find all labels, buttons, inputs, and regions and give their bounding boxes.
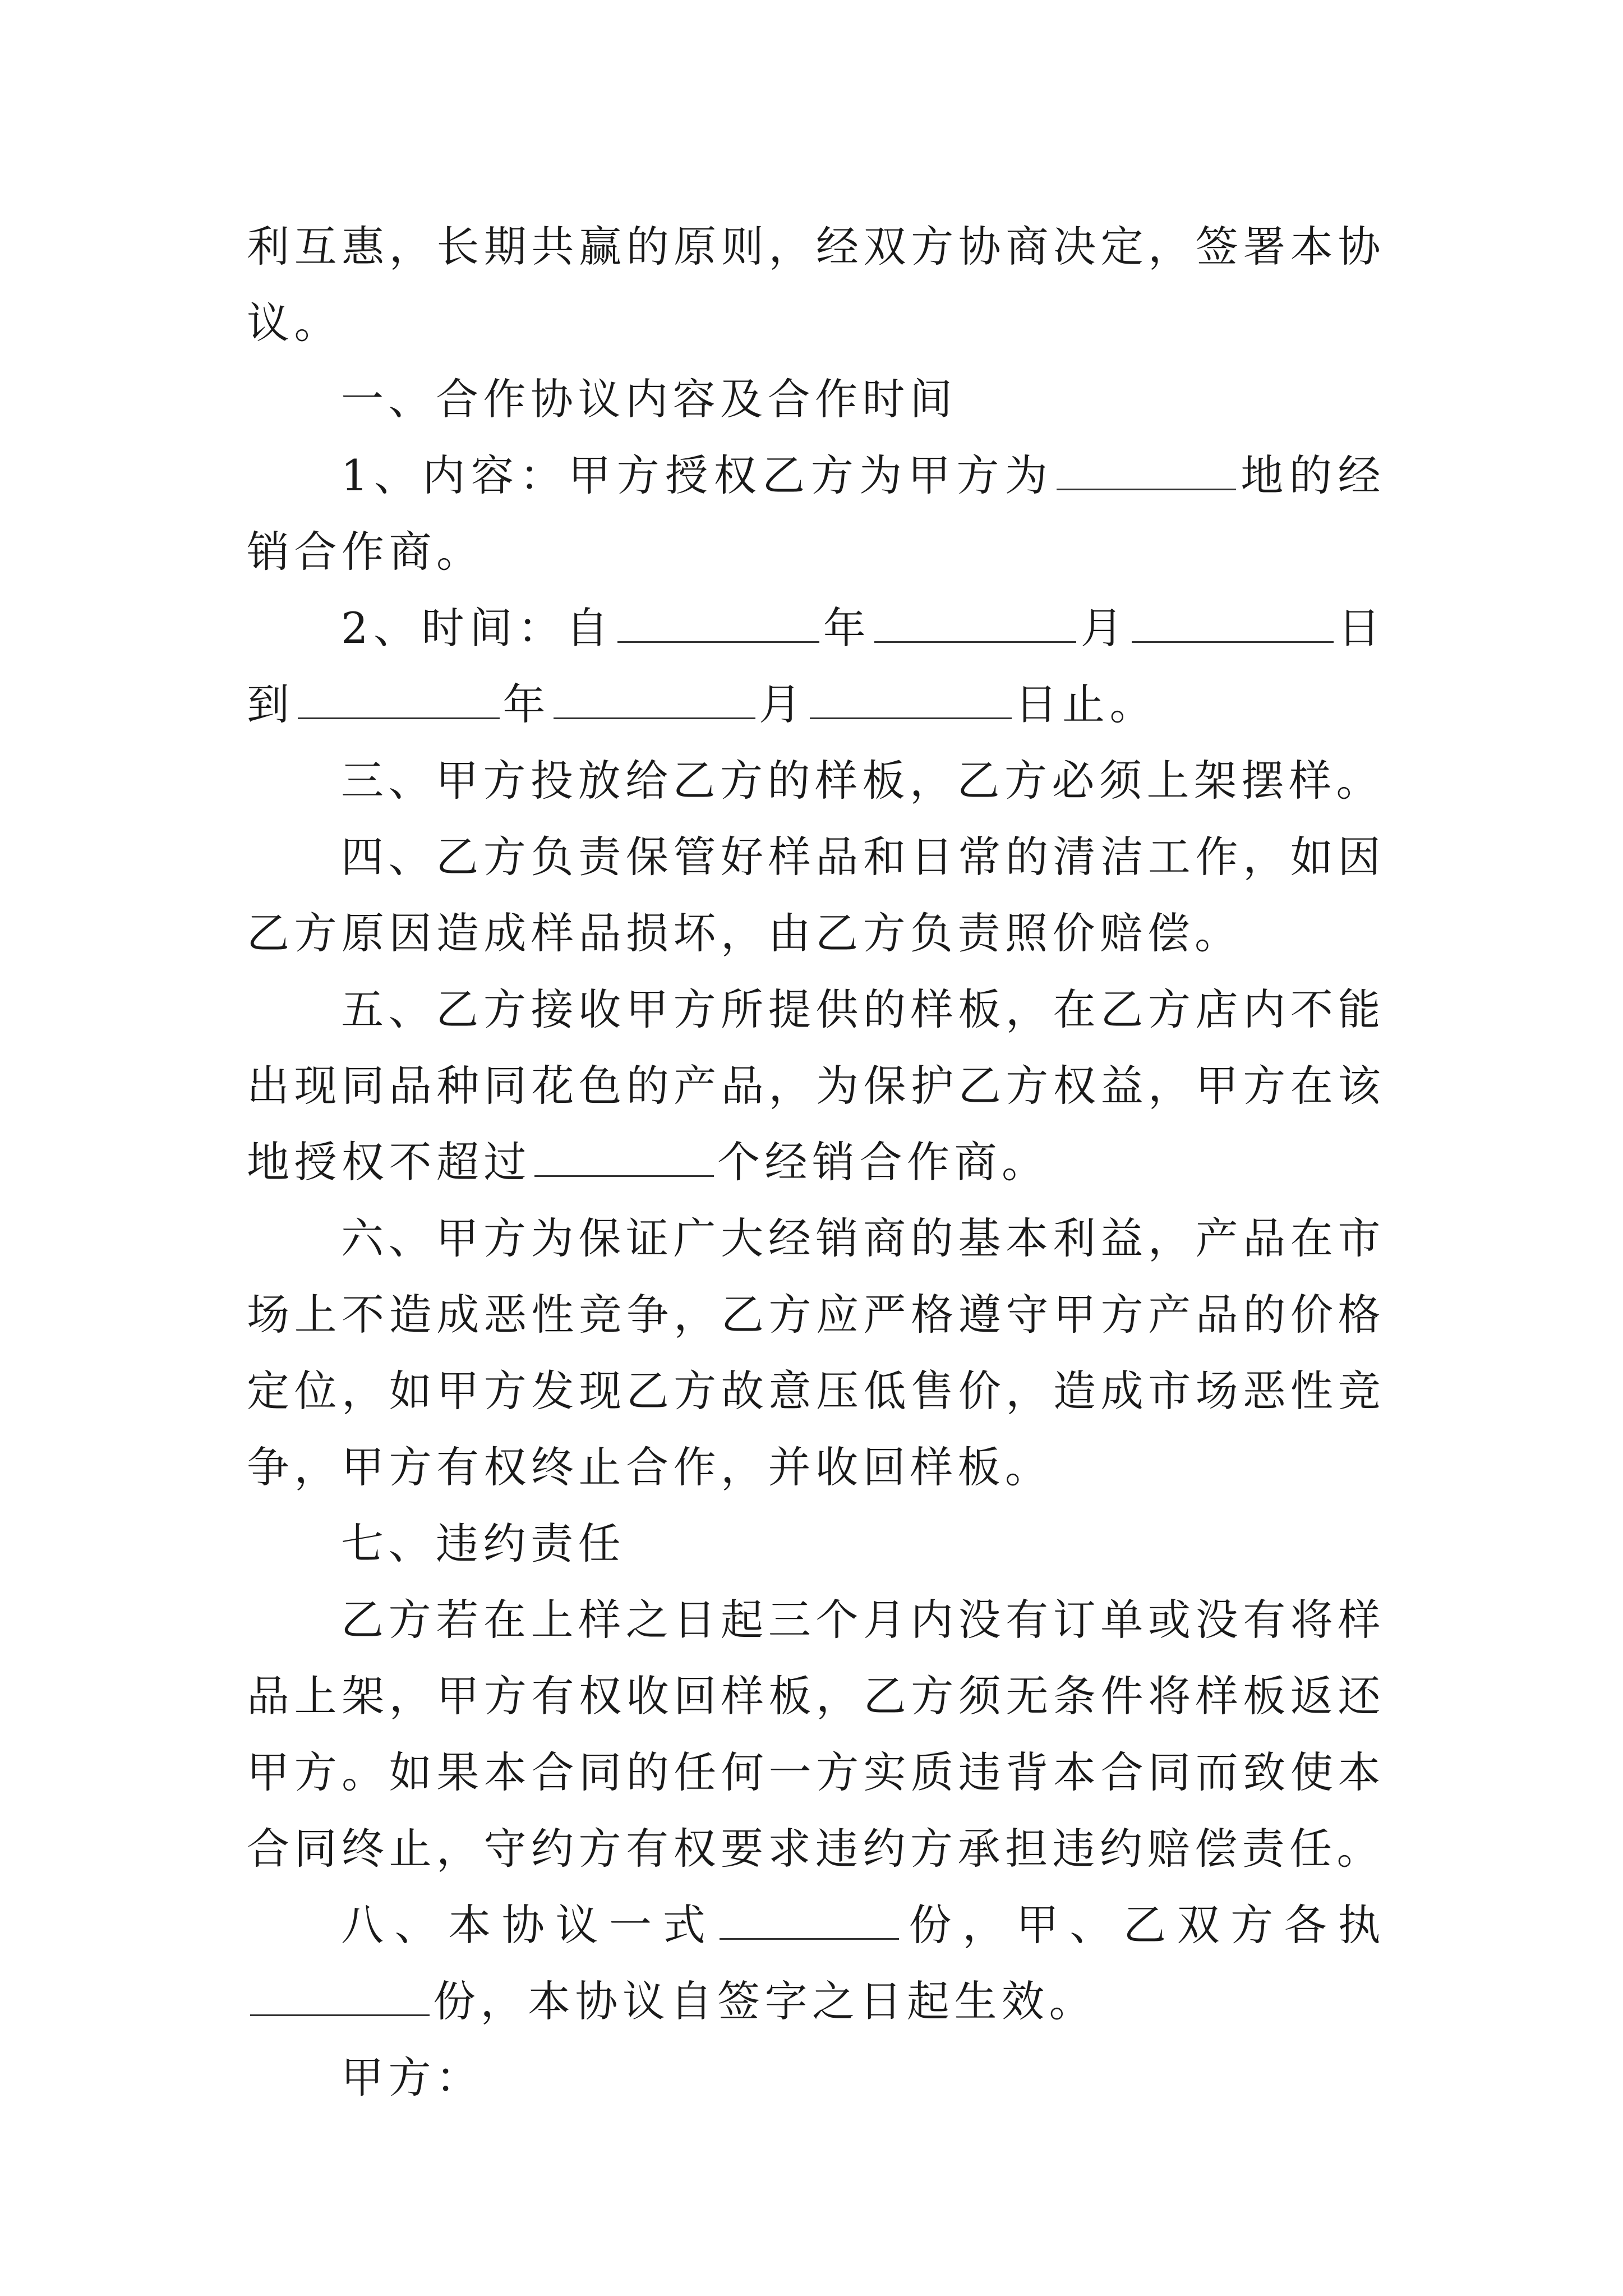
text: 年 xyxy=(502,679,550,729)
text: 一、合作协议内容及合作时间 xyxy=(341,374,957,424)
text: 五、乙方接收甲方所提供的样板，在乙方店内不能出现同品种同花色的产品，为保护乙方权益，甲方在该地授权不超过 xyxy=(247,984,1385,1187)
clause-three xyxy=(247,743,1385,819)
blank-end-year-field[interactable] xyxy=(298,679,500,719)
clause-four xyxy=(247,819,1385,972)
text: 甲方： xyxy=(341,2053,483,2102)
blank-copies-each-field[interactable] xyxy=(250,1976,430,2016)
text: 三、甲方投放给乙方的样板，乙方必须上架摆样。 xyxy=(341,756,1384,806)
text: 月 xyxy=(1080,603,1129,653)
clause-content xyxy=(247,438,1385,590)
paragraph-intro-continuation xyxy=(247,209,1385,361)
text: 地的经销合作商。 xyxy=(247,450,1385,577)
clause-eight xyxy=(247,1887,1385,2040)
document-page xyxy=(247,209,1385,2116)
clause-five xyxy=(247,972,1385,1200)
blank-dealer-count-field[interactable] xyxy=(534,1137,714,1177)
text: 份，甲、乙双方各执 xyxy=(902,1900,1385,1950)
text: 乙方若在上样之日起三个月内没有订单或没有将样品上架，甲方有权收回样板，乙方须无条件将样板返还甲方。如果本合同的任何一方实质违背本合同而致使本合同终止，守约方有权要求违约方承担违约赔偿责任。 xyxy=(247,1595,1385,1874)
blank-start-month-field[interactable] xyxy=(874,603,1076,643)
blank-start-year-field[interactable] xyxy=(617,603,819,643)
text: 个经销合作商。 xyxy=(717,1137,1049,1187)
text: 份，本协议自签字之日起生效。 xyxy=(433,1976,1096,2026)
text: 四、乙方负责保管好样品和日常的清洁工作，如因乙方原因造成样品损坏，由乙方负责照价赔偿。 xyxy=(247,832,1385,958)
text: 月 xyxy=(759,679,806,729)
blank-end-month-field[interactable] xyxy=(554,679,755,719)
section-heading-liability xyxy=(247,1506,1385,1582)
section-heading-cooperation xyxy=(247,361,1385,438)
text: 七、违约责任 xyxy=(341,1519,625,1568)
clause-six xyxy=(247,1200,1385,1506)
clause-time xyxy=(247,590,1385,743)
text: 日止。 xyxy=(1015,679,1157,729)
blank-end-day-field[interactable] xyxy=(810,679,1012,719)
signature-party-a xyxy=(247,2040,1385,2116)
text: 日到 xyxy=(247,603,1386,729)
text: 八、本协议一式 xyxy=(341,1900,717,1950)
blank-start-day-field[interactable] xyxy=(1132,603,1334,643)
text: 六、甲方为保证广大经销商的基本利益，产品在市场上不造成恶性竞争，乙方应严格遵守甲方产品的价格定位，如甲方发现乙方故意压低售价，造成市场恶性竞争，甲方有权终止合作，并收回样板。 xyxy=(247,1213,1385,1492)
clause-liability-body xyxy=(247,1582,1385,1887)
text: 2、时间：自 xyxy=(341,603,614,653)
text: 年 xyxy=(822,603,872,653)
blank-copies-field[interactable] xyxy=(720,1900,899,1940)
text: 1、内容：甲方授权乙方为甲方为 xyxy=(341,450,1054,500)
blank-region-field[interactable] xyxy=(1057,450,1236,490)
text: 利互惠，长期共赢的原则，经双方协商决定，签署本协议。 xyxy=(247,222,1385,348)
